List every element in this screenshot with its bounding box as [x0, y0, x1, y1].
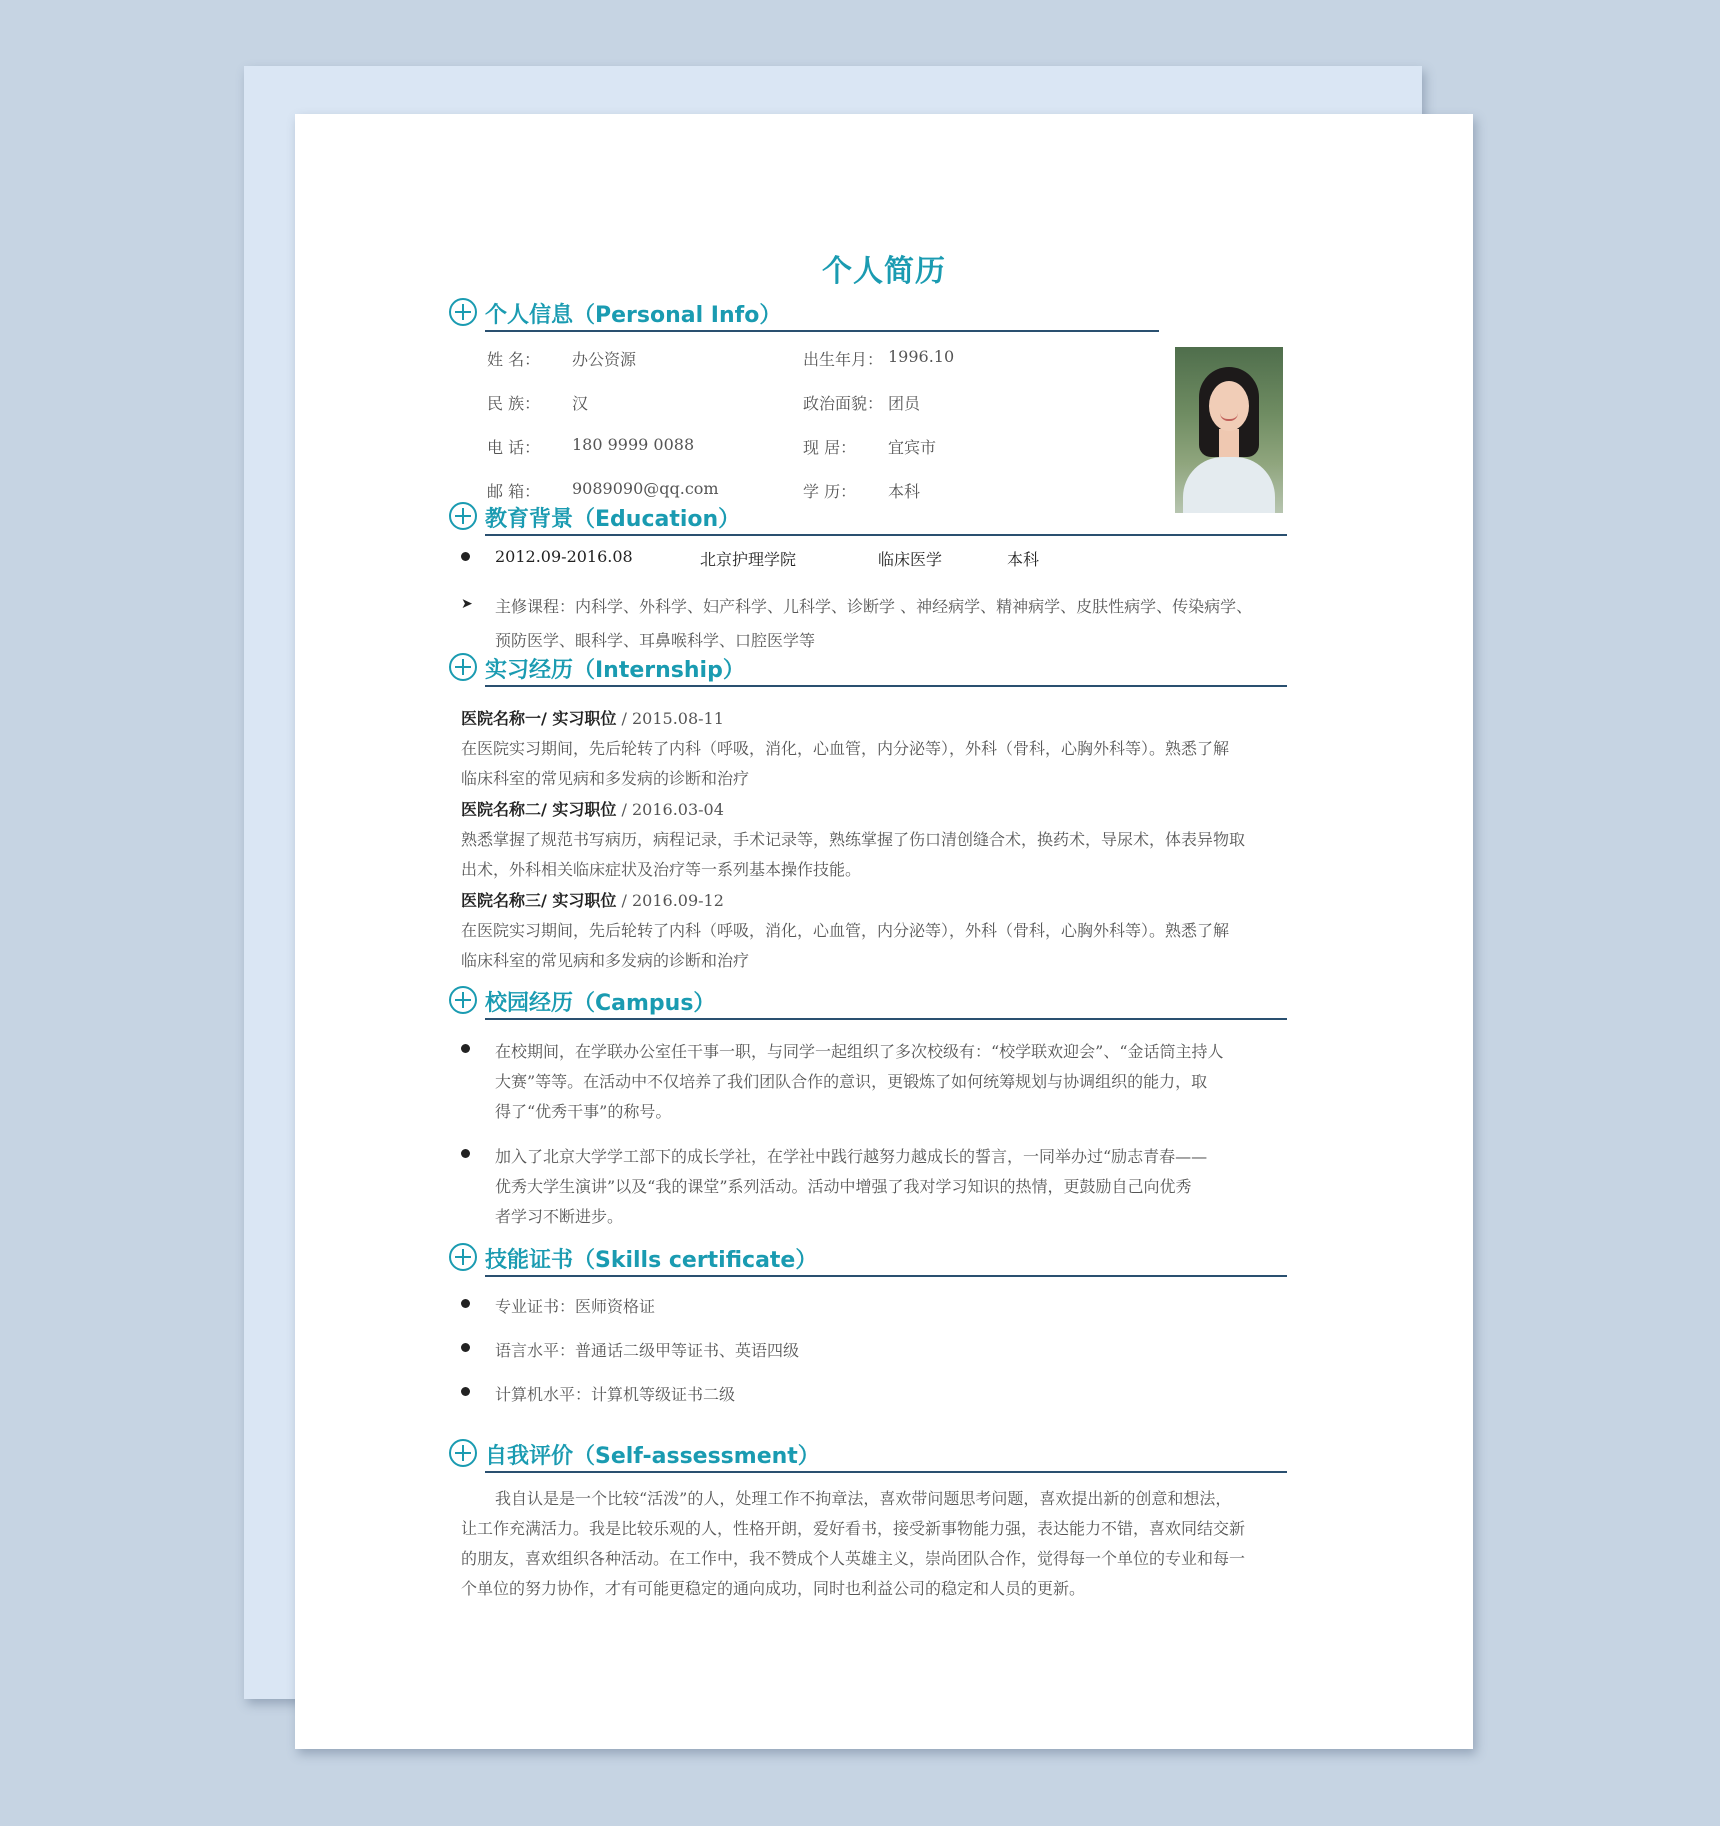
internship-2-title: 医院名称二/ 实习职位 [461, 800, 617, 819]
skill-item-2: 语言水平：普通话二级甲等证书、英语四级 [495, 1341, 800, 1360]
degree-value: 本科 [888, 482, 921, 501]
residence-value: 宜宾市 [888, 438, 937, 457]
section-divider [485, 330, 1159, 332]
section-divider [485, 1471, 1287, 1473]
campus-1-line2: 大赛”等等。在活动中不仅培养了我们团队合作的意识，更锻炼了如何统筹规划与协调组织的能力，取 [495, 1072, 1208, 1091]
birth-value: 1996.10 [888, 347, 955, 366]
degree-label: 学 历： [803, 482, 857, 501]
skill-item-1: 专业证书：医师资格证 [495, 1297, 656, 1316]
bullet-icon [461, 1343, 470, 1352]
section-title-skills: 技能证书（Skills certificate） [485, 1248, 818, 1273]
edu-level: 本科 [1007, 550, 1040, 569]
campus-2-line3: 者学习不断进步。 [495, 1207, 624, 1226]
section-divider [485, 1018, 1287, 1020]
internship-item-3-head [461, 888, 724, 911]
internship-3-line1: 在医院实习期间，先后轮转了内科（呼吸，消化，心血管，内分泌等），外科（骨科，心胸外科等）。熟悉了解 [461, 921, 1230, 940]
email-label: 邮 箱： [487, 482, 541, 501]
internship-1-date: / 2015.08-11 [616, 709, 724, 728]
email-value: 9089090@qq.com [572, 479, 719, 498]
plus-icon [449, 986, 477, 1014]
bullet-icon [461, 1044, 470, 1053]
politics-value: 团员 [888, 394, 921, 413]
resume-page [295, 114, 1473, 1749]
section-title-self: 自我评价（Self-assessment） [485, 1444, 820, 1469]
campus-2-line1: 加入了北京大学学工部下的成长学社，在学社中践行越努力越成长的誓言，一同举办过“励志青春—— [495, 1147, 1208, 1166]
birth-label: 出生年月： [803, 350, 884, 369]
internship-1-line1: 在医院实习期间，先后轮转了内科（呼吸，消化，心血管，内分泌等），外科（骨科，心胸外科等）。熟悉了解 [461, 739, 1230, 758]
arrow-bullet-icon: ➤ [461, 596, 473, 612]
politics-label: 政治面貌： [803, 394, 884, 413]
internship-3-date: / 2016.09-12 [616, 891, 724, 910]
nation-label: 民 族： [487, 394, 541, 413]
section-title-internship: 实习经历（Internship） [485, 658, 745, 683]
nation-value: 汉 [572, 394, 589, 413]
section-title-education: 教育背景（Education） [485, 507, 741, 532]
phone-label: 电 话： [487, 438, 541, 457]
internship-2-date: / 2016.03-04 [616, 800, 724, 819]
internship-2-line1: 熟悉掌握了规范书写病历，病程记录，手术记录等，熟练掌握了伤口清创缝合术，换药术，导尿术，体表异物取 [461, 830, 1246, 849]
section-title-personal: 个人信息（Personal Info） [485, 303, 782, 328]
internship-1-title: 医院名称一/ 实习职位 [461, 709, 617, 728]
bullet-icon [461, 1387, 470, 1396]
internship-3-line2: 临床科室的常见病和多发病的诊断和治疗 [461, 951, 750, 970]
edu-courses-line1: 主修课程：内科学、外科学、妇产科学、儿科学、诊断学 、神经病学、精神病学、皮肤性病学、传染病学、 [495, 597, 1253, 616]
self-line4: 个单位的努力协作，才有可能更稳定的通向成功，同时也利益公司的稳定和人员的更新。 [461, 1579, 1086, 1598]
internship-2-line2: 出术，外科相关临床症状及治疗等一系列基本操作技能。 [461, 860, 862, 879]
campus-1-line3: 得了“优秀干事”的称号。 [495, 1102, 672, 1121]
section-divider [485, 1275, 1287, 1277]
internship-1-line2: 临床科室的常见病和多发病的诊断和治疗 [461, 769, 750, 788]
edu-courses-line2: 预防医学、眼科学、耳鼻喉科学、口腔医学等 [495, 631, 816, 650]
name-value: 办公资源 [572, 350, 637, 369]
edu-major: 临床医学 [878, 550, 943, 569]
campus-1-line1: 在校期间，在学联办公室任干事一职，与同学一起组织了多次校级有：“校学联欢迎会”、“金话筒主持人 [495, 1042, 1224, 1061]
bullet-icon [461, 552, 470, 561]
plus-icon [449, 1439, 477, 1467]
self-line1: 我自认是是一个比较“活泼”的人，处理工作不拘章法，喜欢带问题思考问题，喜欢提出新的创意和想法， [495, 1489, 1232, 1508]
campus-2-line2: 优秀大学生演讲”以及“我的课堂”系列活动。活动中增强了我对学习知识的热情，更鼓励自己向优秀 [495, 1177, 1192, 1196]
skill-item-3: 计算机水平：计算机等级证书二级 [495, 1385, 736, 1404]
plus-icon [449, 502, 477, 530]
internship-item-1-head [461, 706, 724, 729]
edu-period: 2012.09-2016.08 [495, 547, 633, 566]
plus-icon [449, 653, 477, 681]
bullet-icon [461, 1149, 470, 1158]
internship-3-title: 医院名称三/ 实习职位 [461, 891, 617, 910]
name-label: 姓 名： [487, 350, 541, 369]
section-divider [485, 685, 1287, 687]
self-line3: 的朋友，喜欢组织各种活动。在工作中，我不赞成个人英雄主义，崇尚团队合作，觉得每一个单位的专业和每一 [461, 1549, 1246, 1568]
plus-icon [449, 298, 477, 326]
section-divider [485, 534, 1287, 536]
plus-icon [449, 1243, 477, 1271]
internship-item-2-head [461, 797, 724, 820]
self-line2: 让工作充满活力。我是比较乐观的人，性格开朗，爱好看书，接受新事物能力强，表达能力不错，喜欢同结交新 [461, 1519, 1246, 1538]
section-title-campus: 校园经历（Campus） [485, 991, 716, 1016]
phone-value: 180 9999 0088 [572, 435, 695, 454]
bullet-icon [461, 1299, 470, 1308]
edu-school: 北京护理学院 [700, 550, 797, 569]
page-title: 个人简历 [822, 254, 946, 289]
residence-label: 现 居： [803, 438, 857, 457]
profile-photo [1175, 347, 1283, 513]
